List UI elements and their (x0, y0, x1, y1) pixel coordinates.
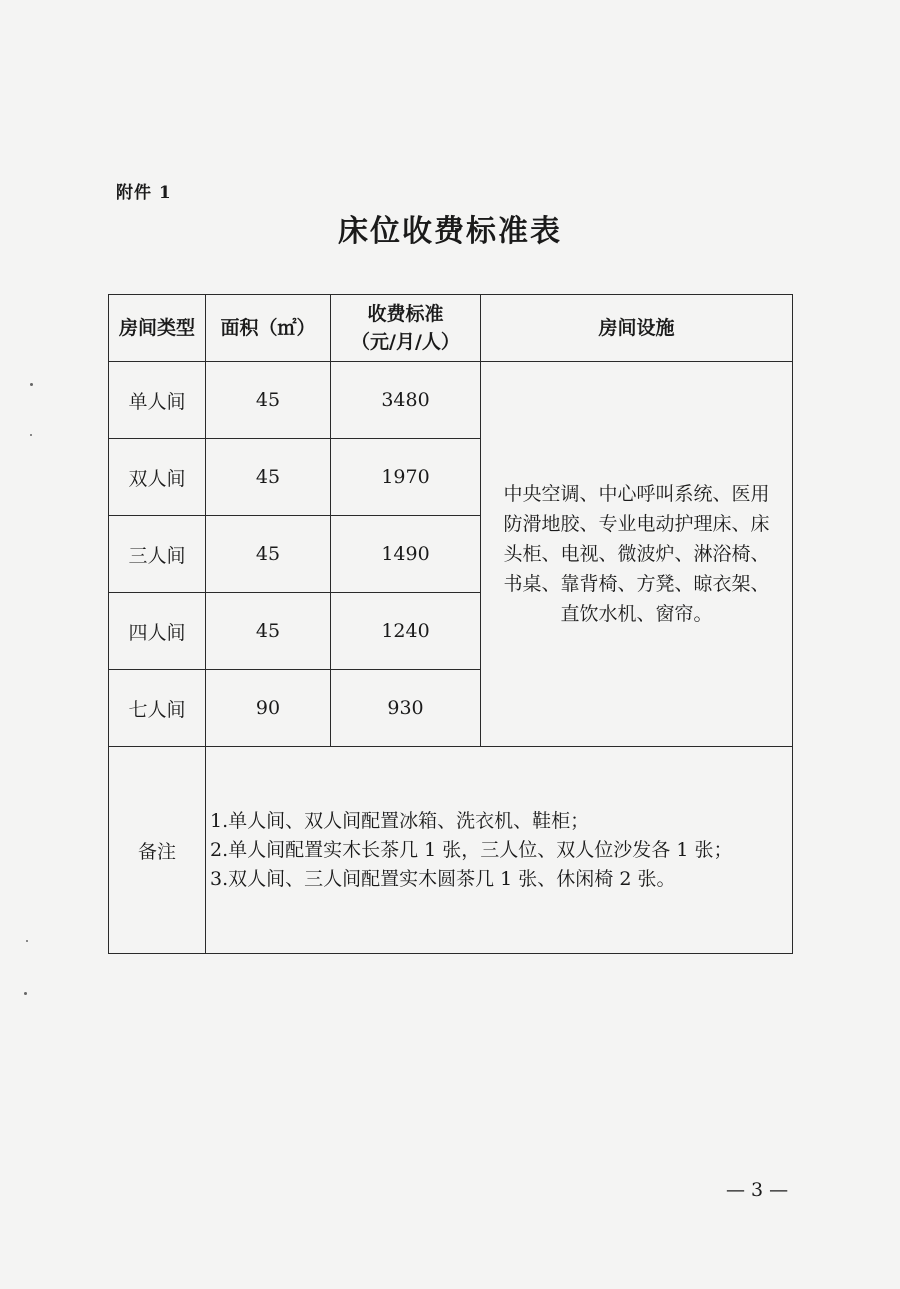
table-row (109, 362, 793, 439)
notes-label: 备注 (109, 747, 206, 954)
scan-speck (24, 992, 27, 995)
attachment-label: 附件 1 (116, 183, 172, 203)
header-fee-line1: 收费标准 (367, 303, 444, 325)
scan-speck (30, 434, 32, 436)
header-fee-line2: （元/月/人） (351, 331, 460, 353)
table-header-row (109, 295, 793, 362)
area-cell: 45 (206, 593, 331, 670)
area-cell: 45 (206, 516, 331, 593)
fee-cell: 930 (331, 670, 481, 747)
note-line: 2.单人间配置实木长茶几 1 张，三人位、双人位沙发各 1 张； (210, 838, 733, 861)
facilities-line: 防滑地胶、专业电动护理床、床 (503, 513, 770, 535)
notes-cell (206, 747, 793, 954)
header-room-type: 房间类型 (109, 295, 206, 362)
fee-cell: 1240 (331, 593, 481, 670)
page-number: — 3 — (726, 1179, 789, 1201)
fee-cell: 1970 (331, 439, 481, 516)
header-area: 面积（㎡） (206, 295, 331, 362)
note-line: 1.单人间、双人间配置冰箱、洗衣机、鞋柜； (210, 809, 590, 832)
header-fee (331, 295, 481, 362)
facilities-cell (481, 362, 793, 747)
page-title: 床位收费标准表 (338, 214, 562, 249)
note-line: 3.双人间、三人间配置实木圆茶几 1 张、休闲椅 2 张。 (210, 867, 676, 890)
facilities-line: 中央空调、中心呼叫系统、医用 (503, 483, 770, 505)
room-type-cell: 单人间 (109, 362, 206, 439)
facilities-line: 书桌、靠背椅、方凳、晾衣架、 (503, 573, 770, 595)
area-cell: 45 (206, 439, 331, 516)
scan-speck (26, 940, 28, 942)
facilities-line: 头柜、电视、微波炉、淋浴椅、 (503, 543, 770, 565)
room-type-cell: 七人间 (109, 670, 206, 747)
header-facilities: 房间设施 (481, 295, 793, 362)
room-type-cell: 三人间 (109, 516, 206, 593)
facilities-line: 直饮水机、窗帘。 (560, 603, 713, 625)
room-type-cell: 四人间 (109, 593, 206, 670)
area-cell: 45 (206, 362, 331, 439)
bed-fee-table (108, 294, 793, 954)
scan-speck (30, 383, 33, 386)
fee-cell: 3480 (331, 362, 481, 439)
notes-row (109, 747, 793, 954)
room-type-cell: 双人间 (109, 439, 206, 516)
fee-cell: 1490 (331, 516, 481, 593)
area-cell: 90 (206, 670, 331, 747)
